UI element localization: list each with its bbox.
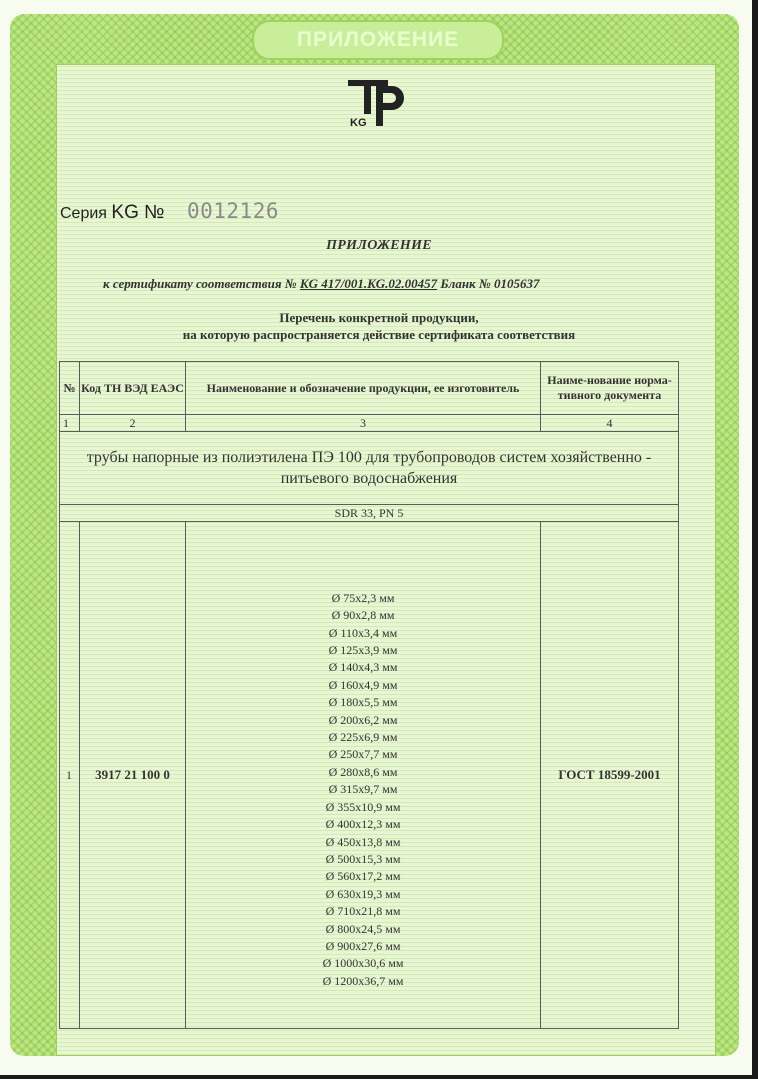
- subtitle: [0, 309, 758, 343]
- page-title: ПРИЛОЖЕНИЕ: [326, 238, 432, 253]
- size-item: Ø 225x6,9 мм: [328, 730, 398, 745]
- size-item: Ø 90x2,8 мм: [331, 608, 395, 623]
- header-document: Наиме-нование норма-тивного документа: [541, 362, 679, 415]
- header-number: №: [60, 362, 80, 415]
- size-item: Ø 315x9,7 мм: [328, 782, 398, 797]
- logo-text: KG: [350, 117, 367, 129]
- size-item: Ø 560x17,2 мм: [325, 869, 401, 884]
- size-item: Ø 110x3,4 мм: [328, 625, 398, 640]
- sdr-row: [60, 505, 679, 522]
- subtitle-line2: на которую распространяется действие сертификата соответствия: [182, 327, 576, 342]
- size-list: [186, 522, 541, 1029]
- series-number: 0012126: [186, 199, 279, 223]
- series-line: [60, 199, 279, 224]
- subtitle-line1: Перечень конкретной продукции,: [279, 310, 479, 325]
- size-item: Ø 1000x30,6 мм: [322, 956, 404, 971]
- product-name: трубы напорные из полиэтилена ПЭ 100 для трубопроводов систем хозяйственно - питьевого водоснабжения: [60, 432, 679, 505]
- column-number: 2: [80, 415, 186, 432]
- row-index: 1: [60, 522, 80, 1029]
- size-item: Ø 500x15,3 мм: [325, 851, 401, 866]
- size-item: Ø 630x19,3 мм: [325, 886, 401, 901]
- column-numbers-row: [60, 415, 679, 432]
- certificate-blank: Бланк № 0105637: [440, 276, 540, 291]
- size-item: Ø 800x24,5 мм: [325, 921, 401, 936]
- certificate-prefix: к сертификату соответствия №: [103, 276, 297, 291]
- tr-logo-icon: [346, 76, 406, 130]
- size-item: Ø 125x3,9 мм: [328, 643, 398, 658]
- size-item: Ø 1200x36,7 мм: [322, 973, 404, 988]
- table-row: [60, 522, 679, 1029]
- size-item: Ø 710x21,8 мм: [325, 904, 401, 919]
- header-product: Наименование и обозначение продукции, ее изготовитель: [186, 362, 541, 415]
- sdr-label: SDR 33, PN 5: [60, 505, 679, 522]
- product-row: [60, 432, 679, 505]
- size-item: Ø 75x2,3 мм: [331, 590, 395, 605]
- size-item: Ø 450x13,8 мм: [325, 834, 401, 849]
- size-item: Ø 355x10,9 мм: [325, 799, 401, 814]
- size-item: Ø 400x12,3 мм: [325, 817, 401, 832]
- series-prefix: Серия: [60, 205, 107, 222]
- column-number: 1: [60, 415, 80, 432]
- products-table: [59, 361, 679, 1029]
- size-item: Ø 900x27,6 мм: [325, 938, 401, 953]
- series-kg: KG №: [111, 202, 165, 223]
- header-code: Код ТН ВЭД ЕАЭС: [80, 362, 186, 415]
- size-item: Ø 280x8,6 мм: [328, 764, 398, 779]
- appendix-tab: ПРИЛОЖЕНИЕ: [252, 20, 504, 60]
- size-item: Ø 200x6,2 мм: [328, 712, 398, 727]
- size-item: Ø 250x7,7 мм: [328, 747, 398, 762]
- size-item: Ø 140x4,3 мм: [328, 660, 398, 675]
- size-item: Ø 160x4,9 мм: [328, 677, 398, 692]
- certificate-number: KG 417/001.KG.02.00457: [299, 276, 438, 291]
- certificate-line: [103, 276, 540, 292]
- size-item: Ø 180x5,5 мм: [328, 695, 398, 710]
- column-number: 3: [186, 415, 541, 432]
- column-number: 4: [541, 415, 679, 432]
- row-standard: ГОСТ 18599-2001: [541, 522, 679, 1029]
- row-code: 3917 21 100 0: [80, 522, 186, 1029]
- table-header-row: [60, 362, 679, 415]
